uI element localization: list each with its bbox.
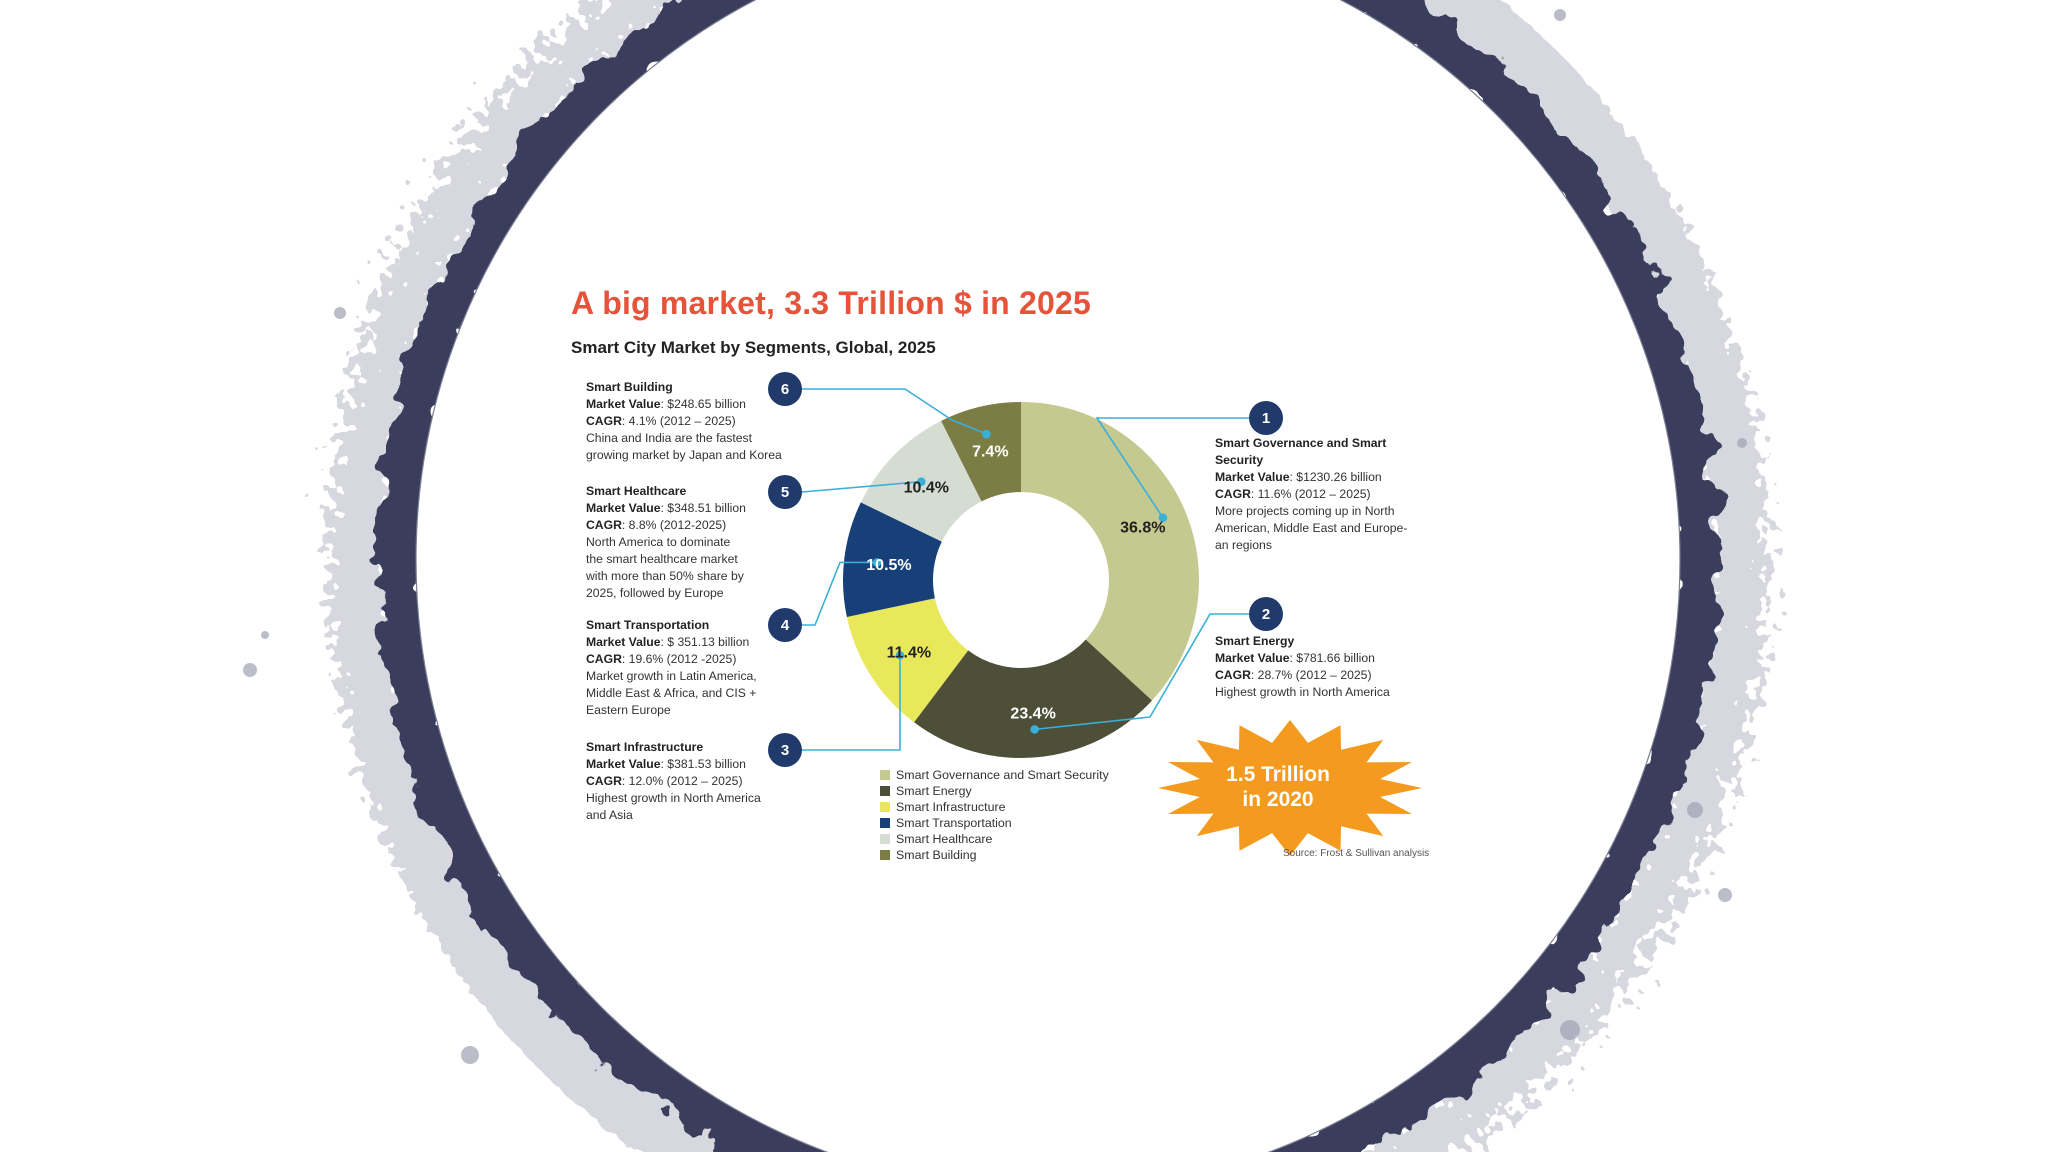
- cagr-text: : 4.1% (2012 – 2025): [621, 414, 736, 428]
- segment-title: Smart Energy: [1215, 634, 1295, 648]
- slice-label-6: 7.4%: [972, 443, 1009, 461]
- segment-note: Highest growth in North America and Asia: [586, 791, 761, 822]
- segment-title: Smart Building: [586, 380, 673, 394]
- segment-block-smart-healthcare: [586, 483, 801, 602]
- cagr-text: : 12.0% (2012 – 2025): [621, 774, 743, 788]
- value-text: : $381.53 billion: [660, 757, 746, 771]
- segment-note: More projects coming up in North American, Middle East and Europe- an regions: [1215, 504, 1408, 552]
- legend-item: [880, 847, 1109, 863]
- legend-item: [880, 767, 1109, 783]
- segment-note: North America to dominate the smart healthcare market with more than 50% share by 2025, followed by Europe: [586, 535, 744, 600]
- value-text: : $348.51 billion: [660, 501, 746, 515]
- cagr-key: CAGR: [1215, 668, 1251, 682]
- cagr-text: : 11.6% (2012 – 2025): [1250, 487, 1371, 501]
- value-text: : $1230.26 billion: [1289, 470, 1382, 484]
- value-key: Market Value: [586, 501, 661, 515]
- cagr-key: CAGR: [586, 774, 622, 788]
- source-note: Source: Frost & Sullivan analysis: [1283, 848, 1430, 859]
- value-key: Market Value: [1215, 651, 1290, 665]
- value-key: Market Value: [1215, 470, 1290, 484]
- slice-label-1: 36.8%: [1120, 519, 1166, 537]
- badge-3: 3: [768, 733, 802, 767]
- legend-swatch: [880, 818, 890, 828]
- value-text: : $ 351.13 billion: [660, 635, 750, 649]
- cagr-key: CAGR: [586, 652, 622, 666]
- cagr-text: : 19.6% (2012 -2025): [621, 652, 737, 666]
- badge-2: 2: [1249, 597, 1283, 631]
- value-key: Market Value: [586, 397, 661, 411]
- badge-4: 4: [768, 608, 802, 642]
- legend-item: [880, 783, 1109, 799]
- segment-title: Smart Transportation: [586, 618, 710, 632]
- legend-swatch: [880, 802, 890, 812]
- cagr-key: CAGR: [586, 414, 622, 428]
- segment-block-smart-governance: [1215, 435, 1445, 554]
- segment-note: Market growth in Latin America, Middle East & Africa, and CIS + Eastern Europe: [586, 669, 757, 717]
- legend-label: Smart Building: [896, 848, 977, 862]
- cagr-text: : 8.8% (2012-2025): [621, 518, 727, 532]
- legend-item: [880, 831, 1109, 847]
- cagr-key: CAGR: [1215, 487, 1251, 501]
- cagr-key: CAGR: [586, 518, 622, 532]
- legend-swatch: [880, 850, 890, 860]
- badge-6: 6: [768, 372, 802, 406]
- cagr-text: : 28.7% (2012 – 2025): [1250, 668, 1372, 682]
- segment-block-smart-energy: [1215, 633, 1445, 701]
- segment-note: Highest growth in North America: [1215, 685, 1390, 699]
- segment-title: Smart Governance and Smart: [1215, 436, 1387, 450]
- legend-swatch: [880, 786, 890, 796]
- slice-label-5: 10.4%: [903, 479, 949, 497]
- chart-legend: [880, 767, 1109, 863]
- headline: A big market, 3.3 Trillion $ in 2025: [571, 285, 1091, 321]
- value-text: : $248.65 billion: [660, 397, 746, 411]
- segment-note: China and India are the fastest growing market by Japan and Korea: [586, 431, 782, 462]
- value-text: : $781.66 billion: [1289, 651, 1375, 665]
- slice-label-4: 10.5%: [866, 556, 912, 574]
- legend-label: Smart Infrastructure: [896, 800, 1006, 814]
- starburst-line-1: 1.5 Trillion: [1226, 763, 1330, 786]
- legend-item: [880, 815, 1109, 831]
- badge-1: 1: [1249, 401, 1283, 435]
- legend-item: [880, 799, 1109, 815]
- segment-title-cont: Security: [1215, 453, 1264, 467]
- segment-title: Smart Healthcare: [586, 484, 687, 498]
- value-key: Market Value: [586, 635, 661, 649]
- legend-label: Smart Energy: [896, 784, 972, 798]
- slice-label-2: 23.4%: [1010, 705, 1056, 723]
- donut-slice-1: [1021, 402, 1199, 701]
- legend-label: Smart Transportation: [896, 816, 1012, 830]
- slice-label-3: 11.4%: [886, 644, 932, 662]
- legend-label: Smart Governance and Smart Security: [896, 768, 1109, 782]
- legend-swatch: [880, 834, 890, 844]
- chart-subtitle: Smart City Market by Segments, Global, 2025: [571, 338, 936, 357]
- connector-dot-2: [1031, 726, 1038, 733]
- legend-label: Smart Healthcare: [896, 832, 993, 846]
- starburst-line-2: in 2020: [1242, 788, 1314, 811]
- value-key: Market Value: [586, 757, 661, 771]
- badge-5: 5: [768, 475, 802, 509]
- segment-title: Smart Infrastructure: [586, 740, 704, 754]
- legend-swatch: [880, 770, 890, 780]
- starburst-text: [1208, 762, 1348, 812]
- connector-dot-6: [983, 431, 990, 438]
